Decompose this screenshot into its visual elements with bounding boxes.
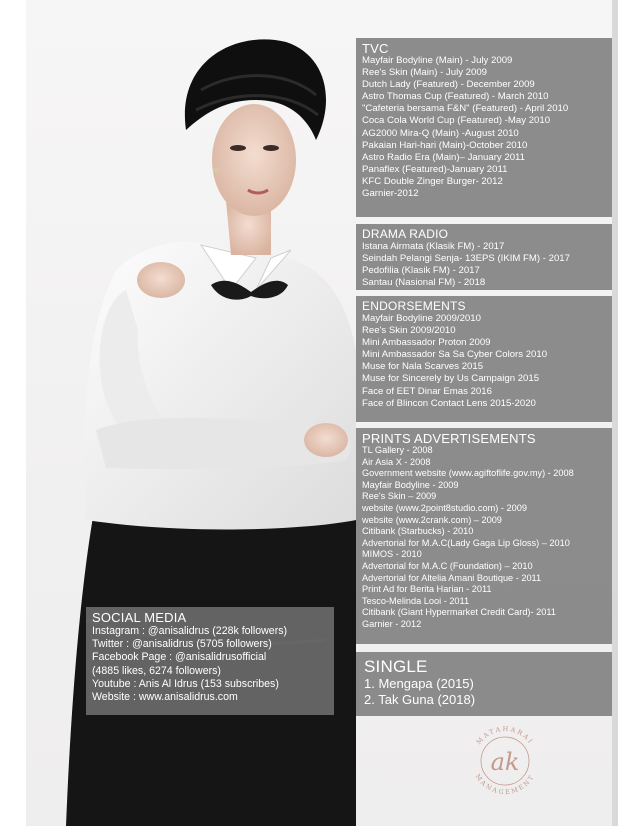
social-media-item: Instagram : @anisalidrus (228k followers) <box>92 625 288 637</box>
tvc-item: Astro Radio Era (Main)– January 2011 <box>362 151 525 163</box>
tvc-item: Coca Cola World Cup (Featured) -May 2010 <box>362 115 551 127</box>
endorsement-item: Ree's Skin 2009/2010 <box>362 325 456 337</box>
tvc-item: Pakaian Hari-hari (Main)-October 2010 <box>362 139 528 151</box>
tvc-panel <box>356 38 614 217</box>
print-item: website (www.2crank.com) – 2009 <box>362 514 502 525</box>
portfolio-page <box>26 0 614 826</box>
social-media-panel <box>86 607 334 715</box>
social-media-item: (4885 likes, 6274 followers) <box>92 664 221 677</box>
tvc-title: TVC <box>362 41 389 56</box>
endorsements-panel <box>356 296 614 422</box>
drama-radio-item: Istana Airmata (Klasik FM) - 2017 <box>362 241 505 252</box>
endorsement-item: Muse for Nala Scarves 2015 <box>362 361 484 373</box>
print-item: TL Gallery - 2008 <box>362 445 433 455</box>
print-item: Mayfair Bodyline - 2009 <box>362 479 459 490</box>
social-media-item: Website : www.anisalidrus.com <box>92 691 238 704</box>
print-item: Advertorial for Altelia Amani Boutique - 2011 <box>362 572 542 583</box>
svg-text:ak: ak <box>490 748 520 776</box>
svg-text:MATAHARAI: MATAHARAI <box>474 724 536 747</box>
prints-advertisements-panel <box>356 428 614 644</box>
drama-radio-panel <box>356 224 614 290</box>
single-item: 1. Mengapa (2015) <box>364 676 474 691</box>
endorsement-item: Mayfair Bodyline 2009/2010 <box>362 313 481 324</box>
social-media-item: Youtube : Anis Al Idrus (153 subscribes) <box>92 677 279 690</box>
endorsement-item: Face of EET Dinar Emas 2016 <box>362 385 492 397</box>
tvc-item: AG2000 Mira-Q (Main) -August 2010 <box>362 127 519 139</box>
print-item: Tesco-Melinda Looi - 2011 <box>362 595 470 606</box>
page-edge <box>612 0 618 826</box>
social-media-item: Twitter : @anisalidrus (5705 followers) <box>92 638 272 651</box>
print-item: Citibank (Giant Hypermarket Credit Card)- 2011 <box>362 607 556 618</box>
print-item: Ree's Skin – 2009 <box>362 491 437 502</box>
print-item: Advertorial for M.A.C(Lady Gaga Lip Gloss) – 2010 <box>362 537 570 548</box>
single-title: SINGLE <box>364 657 428 676</box>
tvc-item: "Cafeteria bersama F&N" (Featured) - April 2010 <box>362 103 569 115</box>
tvc-item: Ree's Skin (Main) - July 2009 <box>362 67 487 79</box>
endorsements-title: ENDORSEMENTS <box>362 299 466 313</box>
social-media-item: Facebook Page : @anisalidrusofficial <box>92 651 267 664</box>
prints-title: PRINTS ADVERTISEMENTS <box>362 431 536 446</box>
svg-text:MANAGEMENT: MANAGEMENT <box>473 772 537 797</box>
endorsement-item: Mini Ambassador Proton 2009 <box>362 337 491 349</box>
tvc-item: Garnier-2012 <box>362 188 419 200</box>
drama-radio-item: Santau (Nasional FM) - 2018 <box>362 277 486 289</box>
tvc-item: Mayfair Bodyline (Main) - July 2009 <box>362 55 513 66</box>
social-media-title: SOCIAL MEDIA <box>92 610 187 625</box>
print-item: Print Ad for Berita Harian - 2011 <box>362 584 492 595</box>
print-item: MIMOS - 2010 <box>362 549 422 560</box>
print-item: Air Asia X - 2008 <box>362 456 431 467</box>
management-logo <box>462 718 548 804</box>
endorsement-item: Face of Blincon Contact Lens 2015-2020 <box>362 397 536 409</box>
tvc-item: Panaflex (Featured)-January 2011 <box>362 163 508 175</box>
print-item: Government website (www.agiftoflife.gov.my) - 2008 <box>362 468 574 479</box>
print-item: Garnier - 2012 <box>362 618 422 629</box>
single-item: 2. Tak Guna (2018) <box>364 692 476 707</box>
tvc-item: KFC Double Zinger Burger- 2012 <box>362 175 503 187</box>
endorsement-item: Mini Ambassador Sa Sa Cyber Colors 2010 <box>362 349 548 361</box>
single-panel <box>356 652 614 716</box>
print-item: Citibank (Starbucks) - 2010 <box>362 526 474 537</box>
print-item: Advertorial for M.A.C (Foundation) – 2010 <box>362 560 533 571</box>
tvc-item: Dutch Lady (Featured) - December 2009 <box>362 79 535 91</box>
endorsement-item: Muse for Sincerely by Us Campaign 2015 <box>362 373 540 385</box>
tvc-item: Astro Thomas Cup (Featured) - March 2010 <box>362 91 549 103</box>
drama-radio-item: Pedofilia (Klasik FM) - 2017 <box>362 265 480 277</box>
drama-radio-title: DRAMA RADIO <box>362 227 449 241</box>
drama-radio-item: Seindah Pelangi Senja- 13EPS (IKIM FM) - 2017 <box>362 253 570 265</box>
print-item: website (www.2point8studio.com) - 2009 <box>362 502 527 513</box>
